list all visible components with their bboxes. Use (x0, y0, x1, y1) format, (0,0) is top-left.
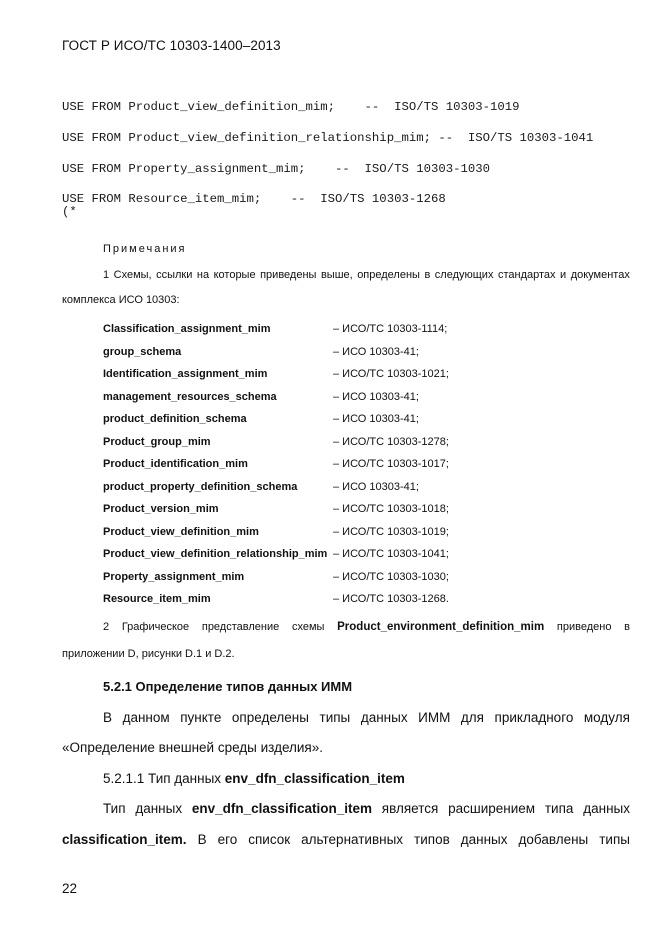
word: модуля (583, 710, 630, 725)
word: пункте (180, 710, 222, 725)
word: Схемы, (113, 269, 152, 281)
word: 2 (103, 621, 110, 633)
word: стандартах (497, 269, 556, 281)
datatype-name: env_dfn_classification_item (191, 801, 372, 816)
subsection-number: 5.2.1.1 Тип данных (103, 771, 225, 786)
word: расширением (448, 801, 536, 816)
word: для (460, 710, 484, 725)
code-line: USE FROM Property_assignment_mim; -- ISO/TS 10303-1030 (62, 162, 491, 176)
note-2-line-2: приложении D, рисунки D.1 и D.2. (62, 648, 235, 660)
schema-standard: – ИСО/ТС 10303-1041; (333, 548, 449, 560)
paragraph-1-line-1 (103, 710, 630, 725)
paragraph-2-line-1 (103, 801, 630, 816)
word: определены (357, 269, 420, 281)
document-header: ГОСТ Р ИСО/ТС 10303-1400–2013 (62, 38, 281, 53)
word: которые (213, 269, 256, 281)
word: является (381, 801, 439, 816)
schema-name: group_schema (103, 346, 182, 358)
word: представление (201, 621, 280, 633)
schema-standard: – ИСО/ТС 10303-1278; (333, 436, 449, 448)
code-line: USE FROM Product_view_definition_relationship_mim; -- ISO/TS 10303-1041 (62, 131, 594, 145)
schema-name: product_property_definition_schema (103, 481, 298, 493)
schema-standard: – ИСО/ТС 10303-1018; (333, 503, 449, 515)
paragraph-1-line-2: «Определение внешней среды изделия». (62, 740, 323, 755)
word: и (560, 269, 567, 281)
code-line: USE FROM Product_view_definition_mim; -- ISO/TS 10303-1019 (62, 100, 520, 114)
note-2-line-1 (103, 621, 630, 633)
word: ссылки (156, 269, 193, 281)
word: типы (599, 832, 630, 847)
word: данных (460, 832, 508, 847)
datatype-name: env_dfn_classification_item (224, 771, 405, 786)
schema-name: management_resources_schema (103, 391, 277, 403)
word: данном (122, 710, 170, 725)
schema-name: Product_identification_mim (103, 458, 248, 470)
word: документах (570, 269, 630, 281)
schema-name: Identification_assignment_mim (103, 368, 268, 380)
code-line: (* (62, 205, 77, 219)
word: приведено (556, 621, 612, 633)
schema-standard: – ИСО/ТС 10303-1021; (333, 368, 449, 380)
word: приведены (260, 269, 317, 281)
schema-standard: – ИСО/ТС 10303-1019; (333, 526, 449, 538)
word: схемы (291, 621, 325, 633)
word: типы (319, 710, 351, 725)
schema-standard: – ИСО/ТС 10303-1114; (333, 323, 448, 335)
word: данных (583, 801, 630, 816)
note-1-line-1 (103, 269, 630, 281)
schema-name: product_definition_schema (103, 413, 247, 425)
word: данных (360, 710, 408, 725)
page-number: 22 (62, 881, 78, 896)
word: в (624, 621, 630, 633)
schema-standard: – ИСО 10303-41; (333, 481, 419, 493)
schema-standard: – ИСО 10303-41; (333, 391, 419, 403)
word: альтернативных (301, 832, 404, 847)
schema-standard: – ИСО/ТС 10303-1268. (333, 593, 449, 605)
word: типов (414, 832, 450, 847)
datatype-name: classification_item. (62, 832, 187, 847)
word: В (103, 710, 113, 725)
schema-name: Product_group_mim (103, 436, 211, 448)
schema-standard: – ИСО 10303-41; (333, 346, 419, 358)
schema-name: Resource_item_mim (103, 593, 211, 605)
word: его (217, 832, 238, 847)
schema-name: Classification_assignment_mim (103, 323, 271, 335)
word: в (424, 269, 431, 281)
section-heading: 5.2.1 Определение типов данных ИММ (103, 679, 353, 694)
note-1-line-2: комплекса ИСО 10303: (62, 294, 180, 306)
word: В (197, 832, 207, 847)
paragraph-2-line-2 (62, 832, 630, 847)
word: выше, (320, 269, 353, 281)
schema-standard: – ИСО/ТС 10303-1017; (333, 458, 449, 470)
schema-name: Product_view_definition_relationship_mim (103, 548, 328, 560)
word: следующих (434, 269, 494, 281)
subsection-heading (103, 771, 405, 786)
word: Тип (103, 801, 126, 816)
word: прикладного (494, 710, 574, 725)
schema-name: Product_version_mim (103, 503, 219, 515)
word: типа (544, 801, 574, 816)
schema-name: Product_view_definition_mim (103, 526, 259, 538)
word: 1 (103, 269, 110, 281)
word: определены (231, 710, 309, 725)
schema-name: Property_assignment_mim (103, 571, 245, 583)
word: на (196, 269, 210, 281)
code-line: USE FROM Resource_item_mim; -- ISO/TS 10303-1268 (62, 192, 446, 206)
word: добавлены (518, 832, 589, 847)
word: Графическое (121, 621, 190, 633)
notes-title: Примечания (103, 243, 187, 255)
word: список (248, 832, 291, 847)
word: данных (135, 801, 183, 816)
schema-standard: – ИСО 10303-41; (333, 413, 419, 425)
word: ИММ (418, 710, 451, 725)
schema-standard: – ИСО/ТС 10303-1030; (333, 571, 449, 583)
schema-reference: Product_environment_definition_mim (337, 621, 545, 633)
